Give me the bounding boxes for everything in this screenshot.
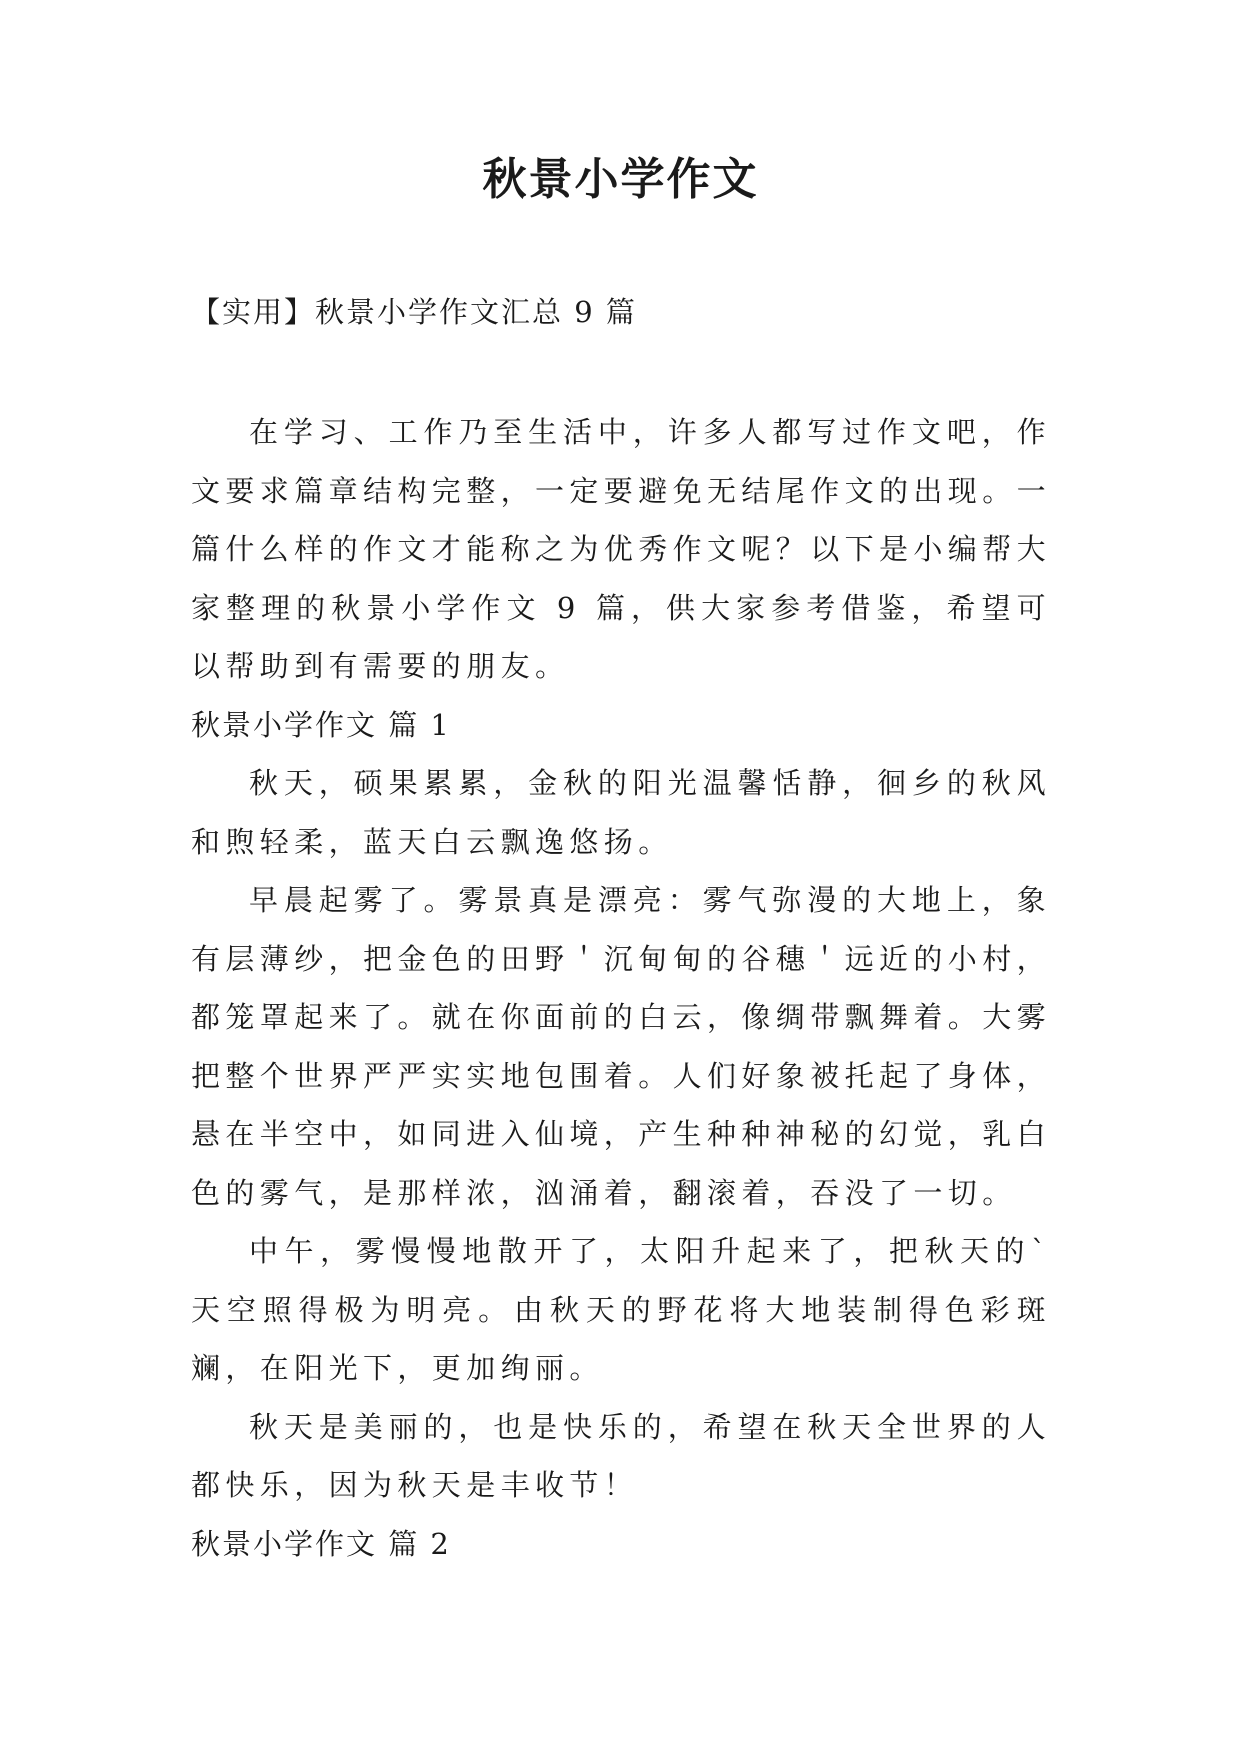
document-body — [191, 403, 1051, 1573]
document-subtitle: 【实用】秋景小学作文汇总 9 篇 — [191, 295, 637, 329]
essay-paragraph: 秋天，硕果累累，金秋的阳光温馨恬静，徊乡的秋风和煦轻柔，蓝天白云飘逸悠扬。 — [191, 766, 1051, 859]
intro-paragraph: 在学习、工作乃至生活中，许多人都写过作文吧，作文要求篇章结构完整，一定要避免无结尾作文的出现。一篇什么样的作文才能称之为优秀作文呢？以下是小编帮大家整理的秋景小学作文 9 篇，供大家参考借鉴，希望可以帮助到有需要的朋友。 — [191, 415, 1052, 683]
essay-paragraph: 秋天是美丽的，也是快乐的，希望在秋天全世界的人都快乐，因为秋天是丰收节！ — [191, 1409, 1051, 1502]
document-title: 秋景小学作文 — [482, 154, 759, 205]
essay-heading: 秋景小学作文 篇 2 — [191, 1526, 451, 1561]
essay-paragraph: 早晨起雾了。雾景真是漂亮：雾气弥漫的大地上，象有层薄纱，把金色的田野＇沉甸甸的谷穗＇远近的小村，都笼罩起来了。就在你面前的白云，像绸带飘舞着。大雾把整个世界严严实实地包围着。人们好象被托起了身体，悬在半空中，如同进入仙境，产生种种神秘的幻觉，乳白色的雾气，是那样浓，汹涌着，翻滚着，吞没了一切。 — [191, 883, 1052, 1210]
essay-paragraph: 中午，雾慢慢地散开了，太阳升起来了，把秋天的`天空照得极为明亮。由秋天的野花将大地装制得色彩斑斓，在阳光下，更加绚丽。 — [191, 1234, 1051, 1385]
essay-heading: 秋景小学作文 篇 1 — [191, 707, 451, 742]
